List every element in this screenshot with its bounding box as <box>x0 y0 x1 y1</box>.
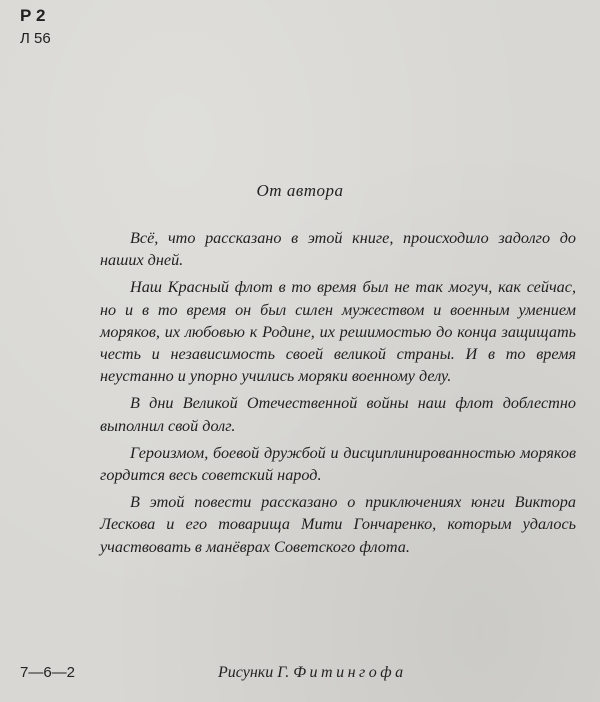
illustrator-name: Фитингофа <box>293 664 407 681</box>
catalog-code-r: Р 2 <box>20 6 46 25</box>
paragraph: Наш Красный флот в то время был не так могуч, как сейчас, но и в то время он был силен мужеством и военным умением моряков, их любовью к Родине, их решимостью до конца защищать честь и независимость своей великой страны. И в то время неустанно и упорно учились моряки военному делу. <box>100 278 576 386</box>
footer-code: 7—6—2 <box>20 664 76 681</box>
page-heading: От автора <box>256 181 344 200</box>
paragraph: В этой повести рассказано о приключениях юнги Виктора Лескова и его товарища Мити Гончаренко, которым удалось участвовать в манёврах Советского флота. <box>100 493 576 556</box>
paragraph: Героизмом, боевой дружбой и дисциплинированностью моряков гордится весь советский народ. <box>100 443 576 485</box>
catalog-code-l: Л 56 <box>20 30 51 47</box>
illustrator-credit <box>218 664 407 682</box>
catalog-codes <box>20 4 51 50</box>
body-text <box>100 227 576 563</box>
paragraph: Всё, что рассказано в этой книге, происходило задолго до наших дней. <box>100 229 576 270</box>
credit-prefix: Рисунки Г. <box>218 664 290 681</box>
paragraph: В дни Великой Отечественной войны наш флот доблестно выполнил свой долг. <box>100 394 576 435</box>
